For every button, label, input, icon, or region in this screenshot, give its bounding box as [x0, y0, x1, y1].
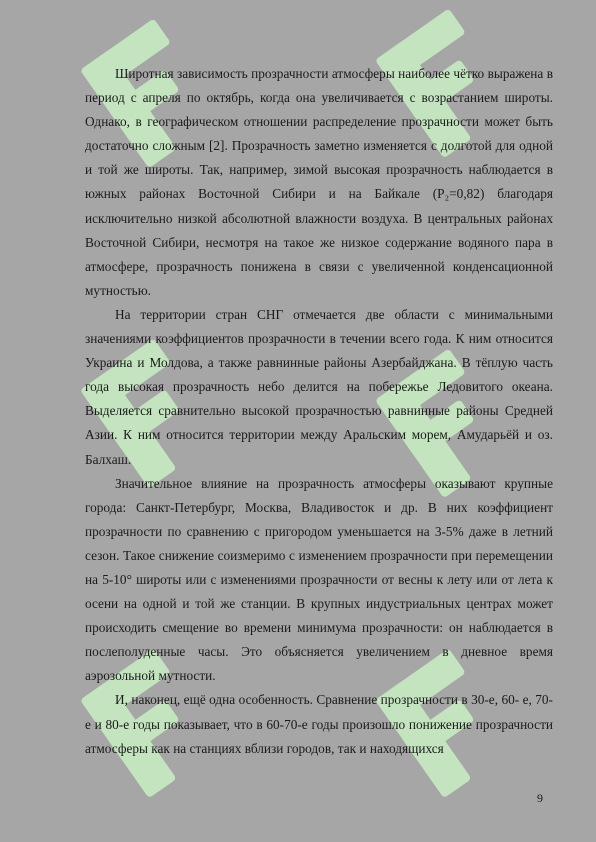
paragraph-3: Значительное влияние на прозрачность атмосферы оказывают крупные города: Санкт-Петербург, Москва, Владивосток и др. В них коэффициент прозрачности по сравнению с пригородом уменьшается на 3-5% даже в летний сезон. Такое снижение соизмеримо с изменением прозрачности при перемещении на 5-10° широты или с изменениями прозрачности от весны к лету или от лета к осени на одной и той же станции. В крупных индустриальных центрах может происходить смещение во времени минимума прозрачности: он наблюдается в послеполуденные часы. Это объясняется увеличением в дневное время аэрозольной мутности.	[85, 475, 553, 684]
body-text	[85, 62, 553, 761]
paragraph-1: Широтная зависимость прозрачности атмосферы наиболее чётко выражена в период с апреля по октябрь, когда она увеличивается с возрастанием широты. Однако, в географическом отношении распределение прозрачности может быть достаточно сложным [2]. Прозрачность заметно изменяется с долготой для одной и той же широты. Так, например, зимой высокая прозрачность наблюдается в южных районах Восточной Сибири и на Байкале (Р₂=0,82) благодаря исключительно низкой абсолютной влажности воздуха. В центральных районах Восточной Сибири, несмотря на такое же низкое содержание водяного пара в атмосфере, прозрачность понижена в связи с увеличенной конденсационной мутностью.	[85, 66, 553, 298]
paragraph-2: На территории стран СНГ отмечается две области с минимальными значениями коэффициентов прозрачности в течении всего года. К ним относится Украина и Молдова, а также равнинные районы Азербайджана. В тёплую часть года высокая прозрачность небо делится на побережье Ледовитого океана. Выделяется сравнительно высокой прозрачностью равнинные районы Средней Азии. К ним относится территории между Аральским морем, Амударьёй и оз. Балхаш.	[85, 306, 553, 467]
paragraph-4: И, наконец, ещё одна особенность. Сравнение прозрачности в 30-е, 60- е, 70-е и 80-е годы показывает, что в 60-70-е годы произошло понижение прозрачности атмосферы как на станциях вблизи городов, так и находящихся	[85, 692, 553, 756]
page-number: 9	[537, 791, 543, 805]
